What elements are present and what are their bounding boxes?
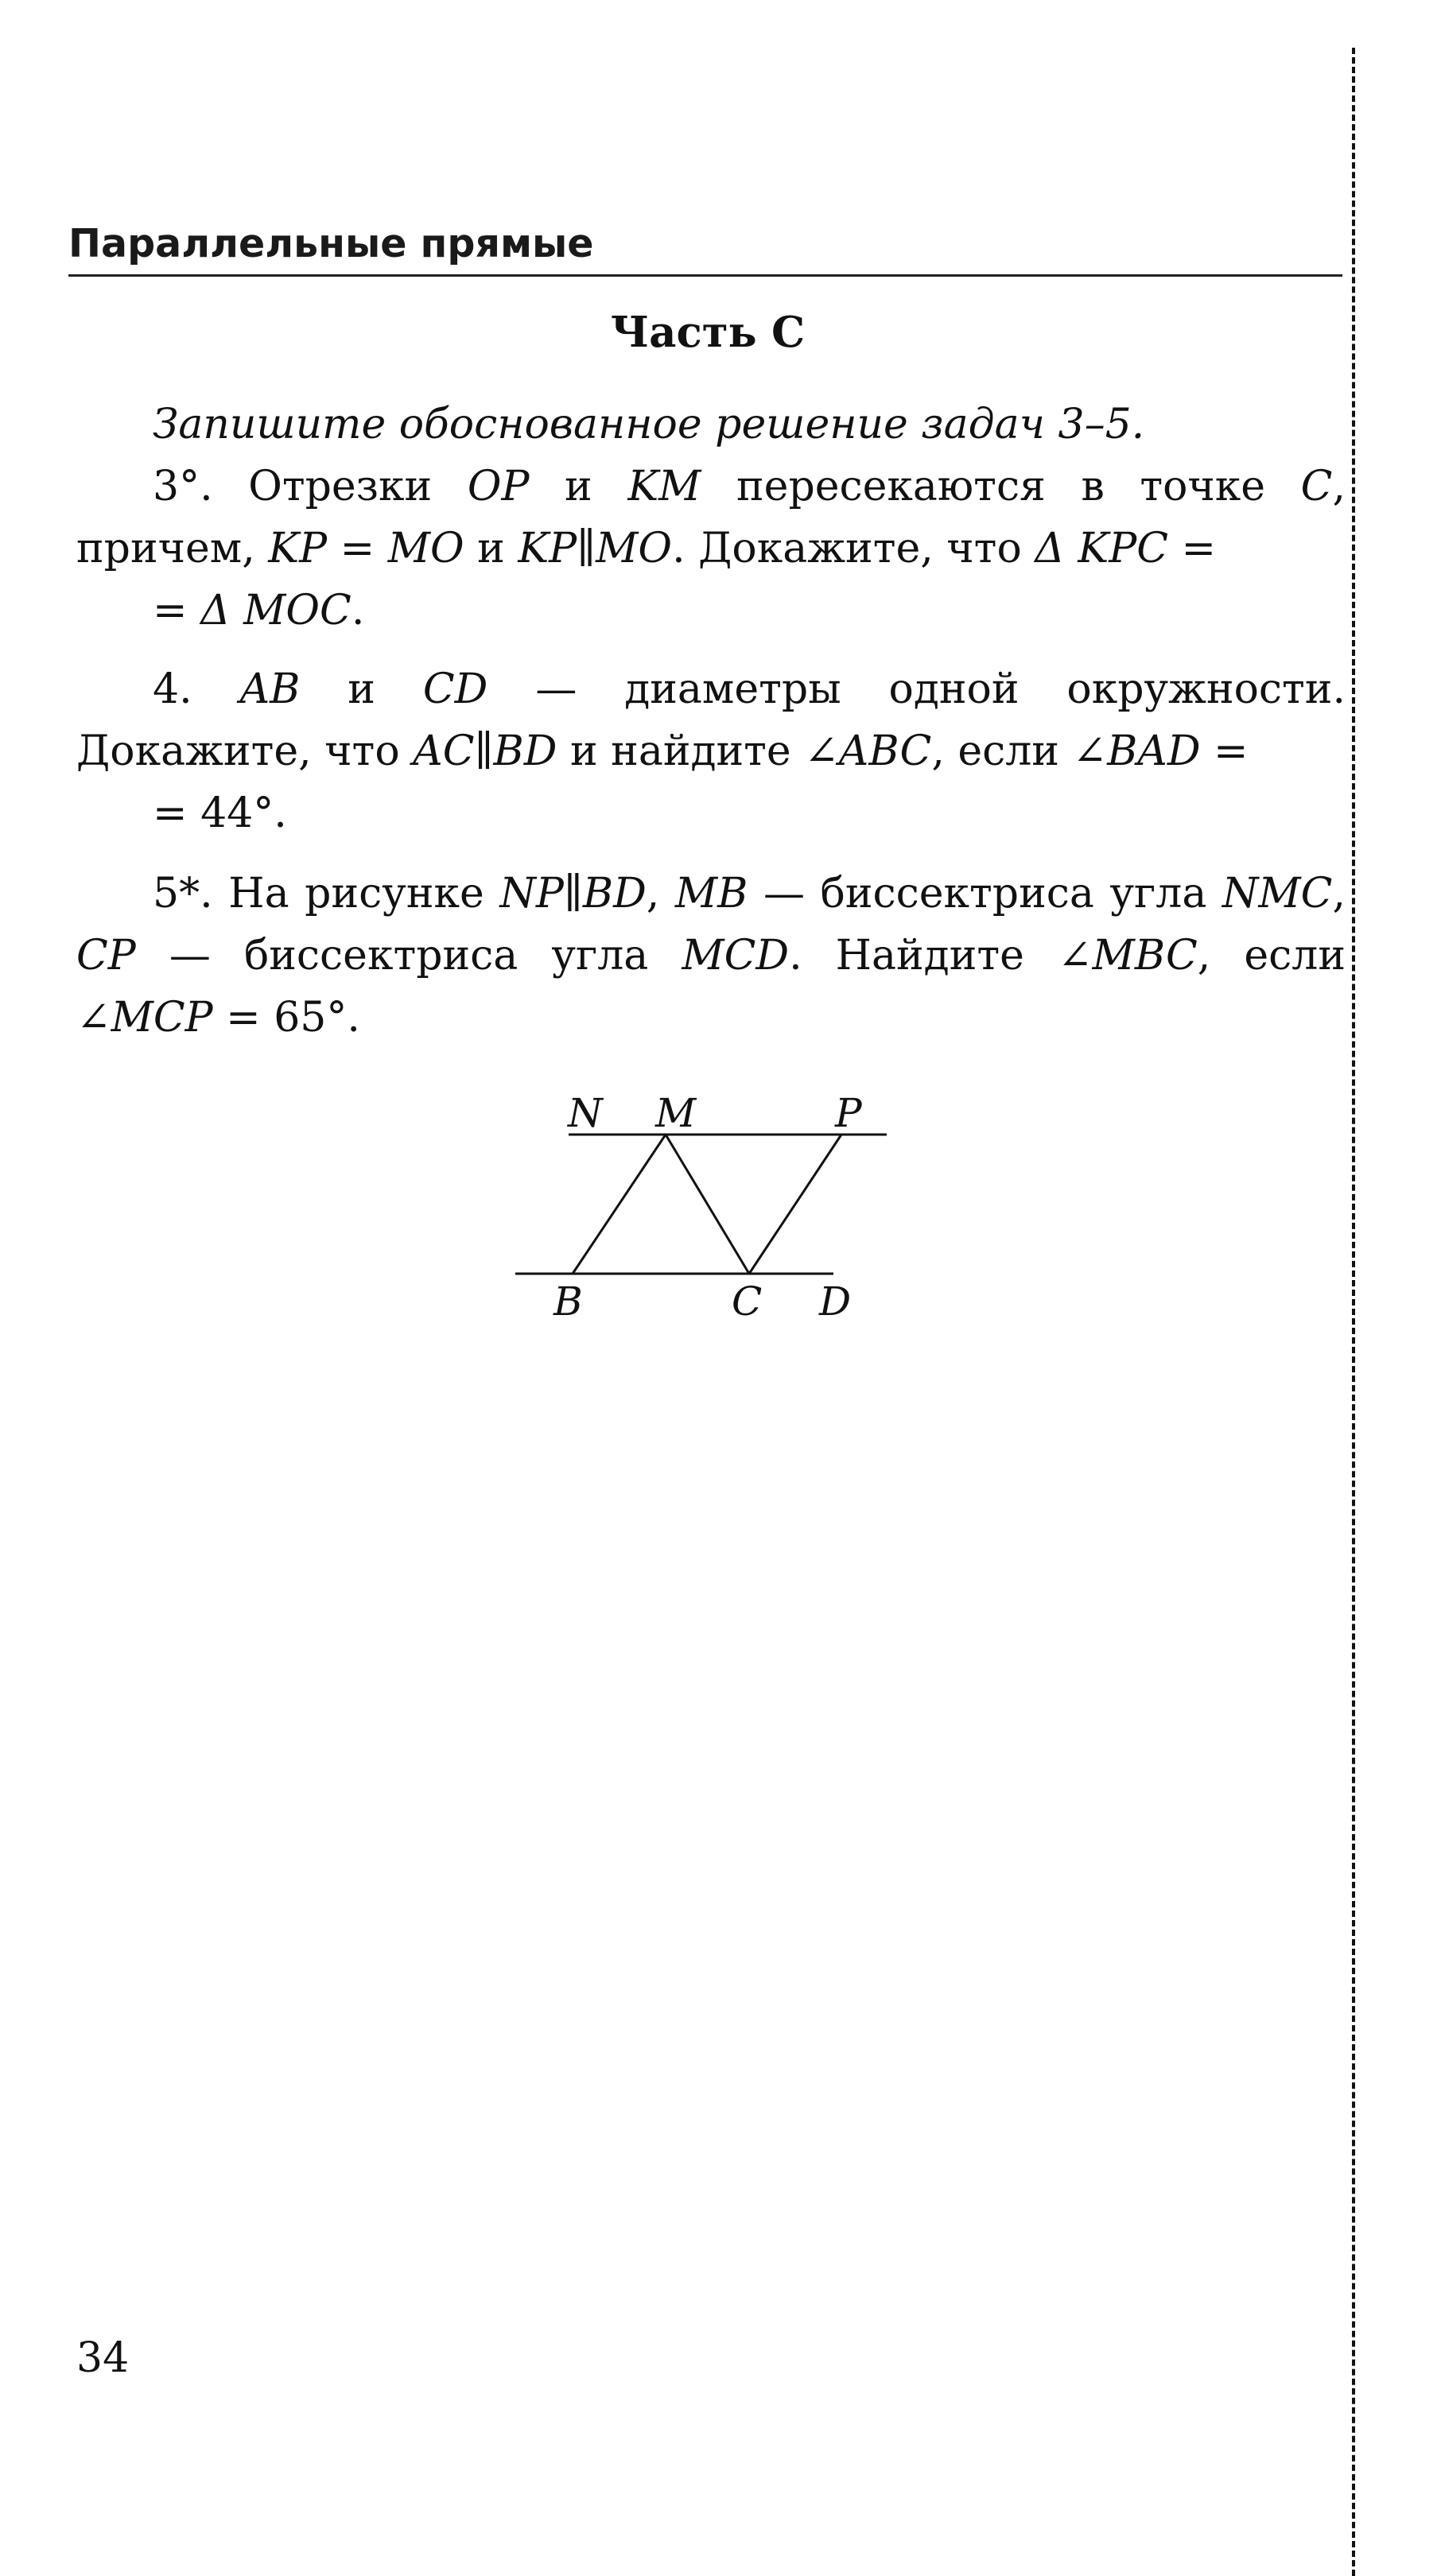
label-c: C bbox=[732, 1278, 763, 1325]
task-5-text: , bbox=[646, 870, 675, 918]
equality-kp-mo: KP = MO bbox=[268, 525, 464, 572]
task-4-text: , если bbox=[931, 727, 1073, 775]
label-m: M bbox=[655, 1090, 697, 1136]
task-3-text: и bbox=[464, 525, 519, 572]
label-b: B bbox=[553, 1278, 583, 1325]
diameter-ab: AB bbox=[239, 665, 301, 713]
header-rule bbox=[68, 274, 1342, 277]
task-5-number: 5*. bbox=[153, 870, 213, 918]
label-n: N bbox=[568, 1090, 603, 1136]
task-5-text: , bbox=[1332, 870, 1346, 918]
triangle-kpc: Δ KPC = bbox=[1035, 525, 1217, 572]
segment-mb bbox=[573, 1135, 666, 1274]
parallel-ac-bd: AC∥BD bbox=[413, 727, 557, 775]
angle-mcd: MCD bbox=[682, 932, 790, 980]
task-3-text: Отрезки bbox=[212, 463, 468, 510]
angle-nmc: NMC bbox=[1222, 870, 1333, 918]
parallel-np-bd: NP∥BD bbox=[499, 870, 647, 918]
task-3-text: . bbox=[351, 587, 365, 634]
task-3-text: пересекаются в точке bbox=[701, 463, 1301, 510]
task-5-text: — биссектриса угла bbox=[135, 932, 682, 980]
part-title: Часть С bbox=[610, 308, 806, 357]
angle-bad: ∠BAD = bbox=[1072, 727, 1249, 775]
task-4-text: и bbox=[300, 665, 423, 713]
segment-cp bbox=[749, 1135, 841, 1274]
page-number: 34 bbox=[76, 2334, 130, 2382]
angle-mcp: ∠MCP bbox=[76, 994, 213, 1042]
task-5-text: = 65°. bbox=[212, 994, 360, 1042]
segment-mc bbox=[666, 1135, 749, 1274]
task-5-text: На рисунке bbox=[212, 870, 500, 918]
diameter-cd: CD bbox=[422, 665, 488, 713]
geometry-figure bbox=[509, 1089, 899, 1328]
task-3-text: , причем, bbox=[76, 463, 1346, 572]
task-4-text: и найдите bbox=[557, 727, 805, 775]
bisector-cp: CP bbox=[76, 932, 136, 980]
angle-bad-value: = 44°. bbox=[153, 789, 287, 837]
instruction: Запишите обоснованное решение задач 3–5. bbox=[153, 401, 1145, 448]
task-5-text: — биссектриса угла bbox=[748, 870, 1222, 918]
task-3-text: и bbox=[529, 463, 628, 510]
label-p: P bbox=[835, 1090, 862, 1136]
segment-km: KM bbox=[627, 463, 701, 510]
task-5-text: , если bbox=[1197, 932, 1346, 980]
parallel-kp-mo: KP∥MO bbox=[518, 525, 673, 572]
running-head: Параллельные прямые bbox=[68, 221, 594, 266]
task-3 bbox=[76, 456, 1346, 642]
task-4-text: — диаметры одной окружности. Докажите, что bbox=[76, 665, 1346, 775]
task-3-number: 3°. bbox=[153, 463, 213, 510]
task-5 bbox=[76, 863, 1346, 1049]
segment-op: OP bbox=[467, 463, 530, 510]
cut-line bbox=[1352, 48, 1355, 2576]
label-d: D bbox=[819, 1278, 852, 1325]
task-4-number: 4. bbox=[153, 665, 192, 713]
task-3-text: . Докажите, что bbox=[672, 525, 1035, 572]
task-4 bbox=[76, 658, 1346, 844]
point-c: C bbox=[1300, 463, 1333, 510]
bisector-mb: MB bbox=[674, 870, 748, 918]
angle-mbc: ∠MBC bbox=[1058, 932, 1198, 980]
triangle-moc: = Δ MOC bbox=[153, 587, 352, 634]
task-5-text: . Найдите bbox=[789, 932, 1058, 980]
angle-abc: ∠ABC bbox=[804, 727, 932, 775]
